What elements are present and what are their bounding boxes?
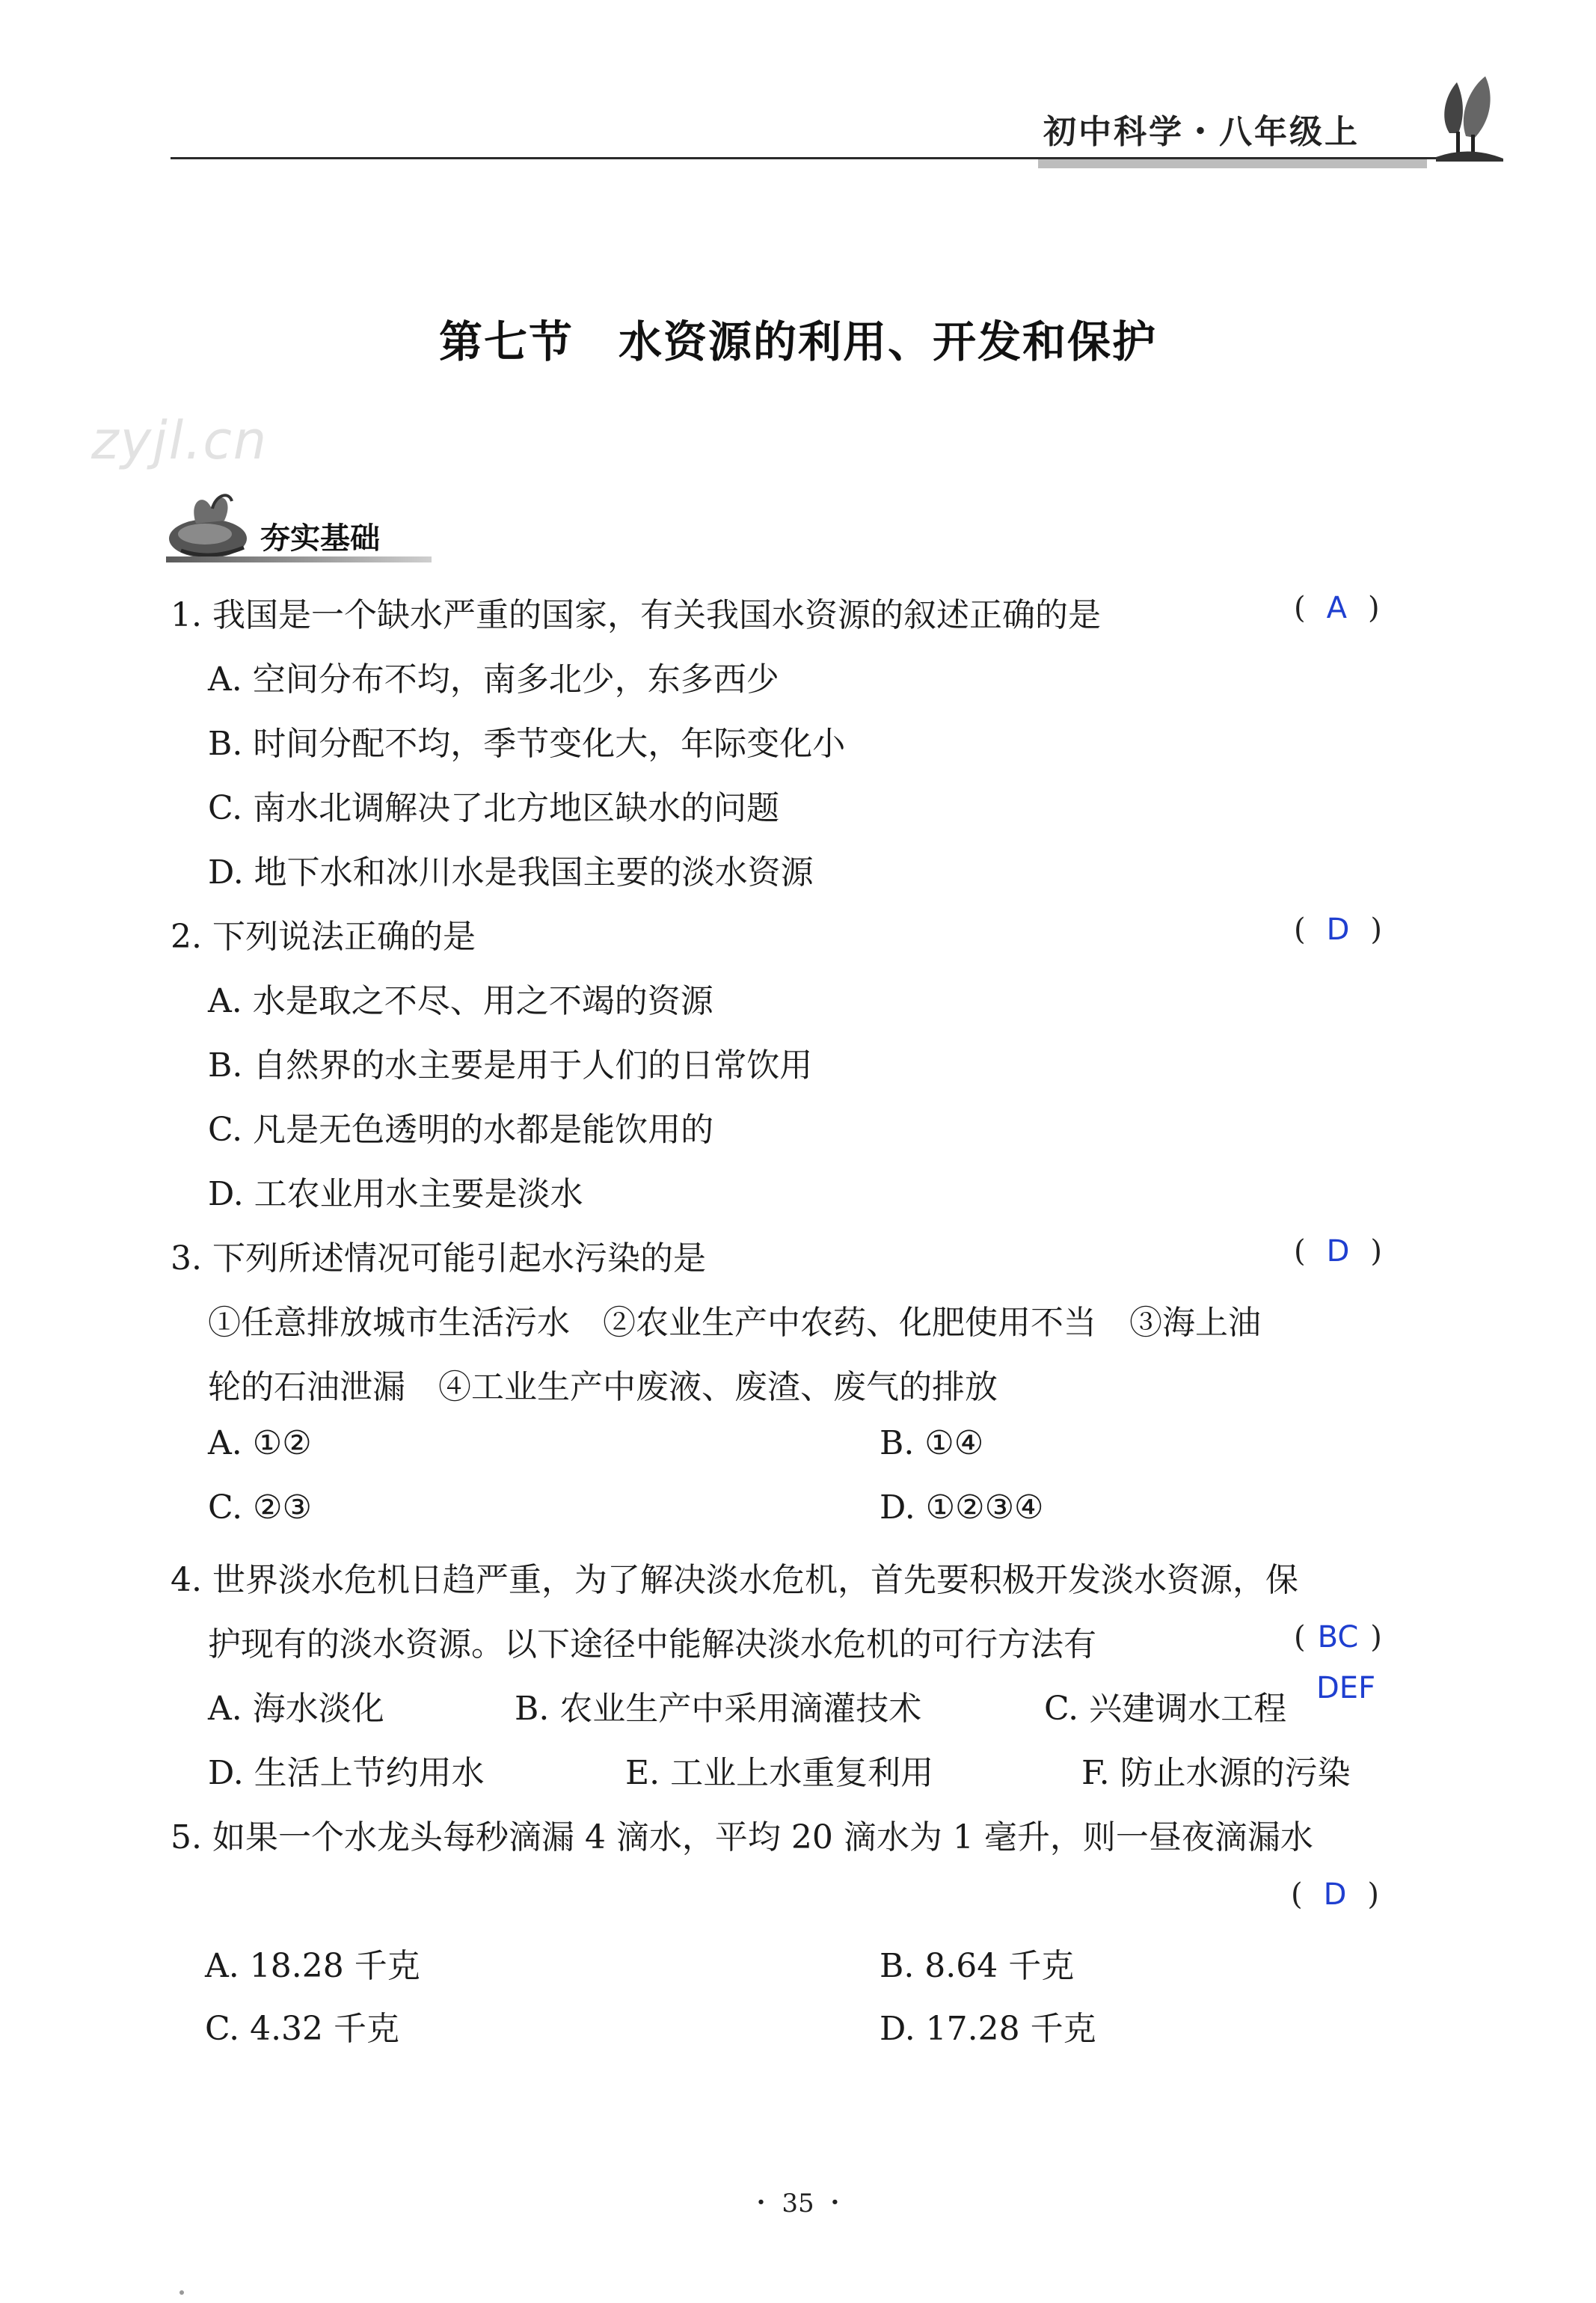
section-label: 夯实基础 — [260, 521, 380, 556]
q4-option-b: B. 农业生产中采用滴灌技术 — [515, 1690, 922, 1728]
q1-option-d: D. 地下水和冰川水是我国主要的淡水资源 — [208, 853, 814, 892]
q2-option-b: B. 自然界的水主要是用于人们的日常饮用 — [208, 1046, 813, 1085]
q1-option-b: B. 时间分配不均，季节变化大，年际变化小 — [208, 725, 846, 763]
q4-option-c: C. 兴建调水工程 — [1044, 1690, 1287, 1728]
q2-option-c: C. 凡是无色透明的水都是能饮用的 — [208, 1111, 714, 1149]
q1-option-a: A. 空间分布不均，南多北少，东多西少 — [208, 660, 779, 699]
tree-icon — [1436, 73, 1503, 162]
q3-option-b: B. ①④ — [880, 1424, 984, 1462]
page-number: ・ 35 ・ — [748, 2189, 848, 2218]
q4-option-e: E. 工业上水重复利用 — [625, 1754, 934, 1792]
q5-answer-bracket: ( D ) — [1291, 1877, 1380, 1912]
q4-option-a: A. 海水淡化 — [208, 1690, 384, 1728]
q3-option-c: C. ②③ — [208, 1488, 312, 1527]
q4-answer: BC — [1317, 1620, 1359, 1655]
watermark: zyjl.cn — [91, 410, 268, 471]
q3-answer: D — [1326, 1234, 1350, 1269]
q5-option-d: D. 17.28 千克 — [880, 2010, 1096, 2048]
q4-stem-line1: 4. 世界淡水危机日趋严重，为了解决淡水危机，首先要积极开发淡水资源，保 — [171, 1561, 1298, 1599]
q5-answer: D — [1323, 1877, 1347, 1912]
q5-option-c: C. 4.32 千克 — [205, 2010, 400, 2048]
q4-stem-line2: 护现有的淡水资源。以下途径中能解决淡水危机的可行方法有 — [208, 1625, 1096, 1663]
q5-stem: 5. 如果一个水龙头每秒滴漏 4 滴水，平均 20 滴水为 1 毫升，则一昼夜滴漏水 — [171, 1818, 1313, 1856]
q1-stem: 1. 我国是一个缺水严重的国家，有关我国水资源的叙述正确的是 — [171, 596, 1101, 634]
q3-answer-bracket: ( D ) — [1294, 1234, 1383, 1269]
q4-option-d: D. 生活上节约用水 — [208, 1754, 485, 1792]
q3-stem: 3. 下列所述情况可能引起水污染的是 — [171, 1239, 706, 1278]
header-text: 初中科学・八年级上 — [1043, 113, 1360, 151]
header-shade-bar — [1038, 159, 1427, 168]
section-underline — [166, 556, 432, 562]
scan-speck — [179, 2290, 184, 2295]
q1-option-c: C. 南水北调解决了北方地区缺水的问题 — [208, 789, 780, 827]
q5-option-a: A. 18.28 千克 — [205, 1947, 420, 1985]
page-title: 第七节 水资源的利用、开发和保护 — [438, 316, 1157, 367]
q1-answer-bracket: ( A ) — [1294, 591, 1380, 625]
q2-option-a: A. 水是取之不尽、用之不竭的资源 — [208, 982, 713, 1020]
q2-option-d: D. 工农业用水主要是淡水 — [208, 1175, 583, 1213]
q4-answer-bracket: ( BC ) — [1294, 1620, 1382, 1655]
q5-option-b: B. 8.64 千克 — [880, 1947, 1075, 1985]
q2-stem: 2. 下列说法正确的是 — [171, 918, 476, 956]
q3-option-d: D. ①②③④ — [880, 1488, 1044, 1527]
q3-option-a: A. ①② — [208, 1424, 312, 1462]
section-heading — [166, 479, 465, 561]
q2-answer-bracket: ( D ) — [1294, 913, 1383, 947]
q3-desc-line2: 轮的石油泄漏 ④工业生产中废液、废渣、废气的排放 — [208, 1368, 998, 1406]
q2-answer: D — [1326, 913, 1350, 947]
q4-option-f: F. 防止水源的污染 — [1081, 1754, 1351, 1792]
q3-desc-line1: ①任意排放城市生活污水 ②农业生产中农药、化肥使用不当 ③海上油 — [208, 1304, 1261, 1342]
rock-plant-icon — [166, 479, 256, 561]
q4-answer-extra: DEF — [1316, 1671, 1376, 1705]
q1-answer: A — [1326, 591, 1347, 625]
